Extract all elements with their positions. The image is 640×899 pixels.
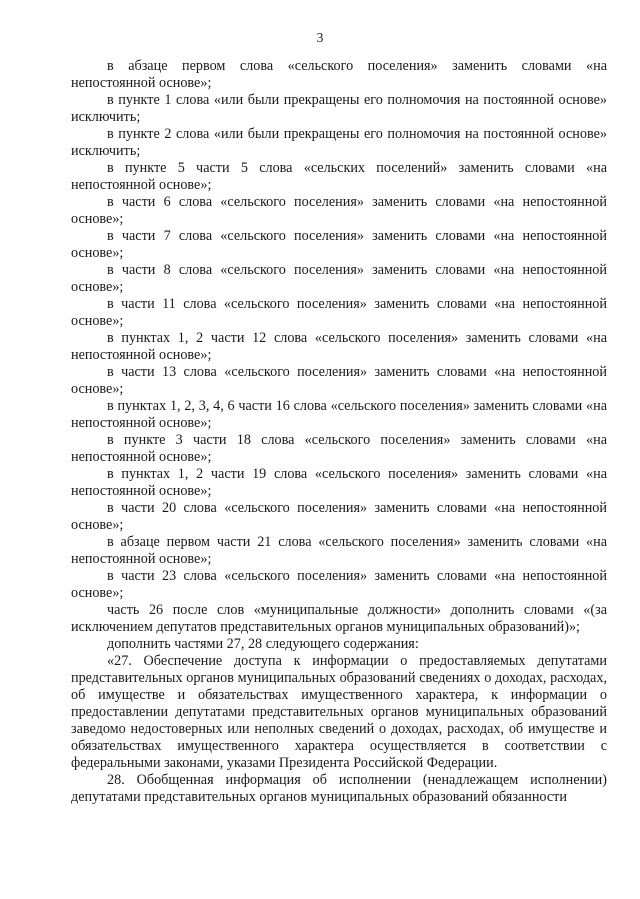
paragraph: в пунктах 1, 2 части 19 слова «сельского поселения» заменить словами «на непостоянной основе»;: [71, 466, 607, 499]
paragraph: в части 11 слова «сельского поселения» заменить словами «на непостоянной основе»;: [71, 296, 607, 329]
paragraph: в пункте 3 части 18 слова «сельского поселения» заменить словами «на непостоянной основе»;: [71, 432, 607, 465]
paragraph: в части 7 слова «сельского поселения» заменить словами «на непостоянной основе»;: [71, 228, 607, 261]
paragraph: в части 13 слова «сельского поселения» заменить словами «на непостоянной основе»;: [71, 364, 607, 397]
document-body: [71, 58, 607, 806]
quoted-paragraph: «27. Обеспечение доступа к информации о предоставляемых депутатами представительных органов муниципальных образований сведениях о доходах, расходах, об имуществе и обязательствах имущественного характера, к информации о предоставлении депутатами представительных органов муниципальных образований заведомо недостоверных или неполных сведений о доходах, расходах, об имуществе и обязательствах имущественного характера осуществляется в соответствии с федеральными законами, указами Президента Российской Федерации.: [71, 653, 607, 771]
paragraph: часть 26 после слов «муниципальные должности» дополнить словами «(за исключением депутатов представительных органов муниципальных образований)»;: [71, 602, 607, 635]
paragraph: в части 23 слова «сельского поселения» заменить словами «на непостоянной основе»;: [71, 568, 607, 601]
paragraph: в части 8 слова «сельского поселения» заменить словами «на непостоянной основе»;: [71, 262, 607, 295]
paragraph: в пунктах 1, 2 части 12 слова «сельского поселения» заменить словами «на непостоянной основе»;: [71, 330, 607, 363]
paragraph: в части 20 слова «сельского поселения» заменить словами «на непостоянной основе»;: [71, 500, 607, 533]
paragraph: в части 6 слова «сельского поселения» заменить словами «на непостоянной основе»;: [71, 194, 607, 227]
paragraph: в пункте 1 слова «или были прекращены его полномочия на постоянной основе» исключить;: [71, 92, 607, 125]
page-number: 3: [316, 30, 324, 45]
paragraph: в абзаце первом слова «сельского поселения» заменить словами «на непостоянной основе»;: [71, 58, 607, 91]
paragraph: в пункте 5 части 5 слова «сельских поселений» заменить словами «на непостоянной основе»;: [71, 160, 607, 193]
paragraph: дополнить частями 27, 28 следующего содержания:: [107, 636, 419, 652]
paragraph: в абзаце первом части 21 слова «сельского поселения» заменить словами «на непостоянной основе»;: [71, 534, 607, 567]
paragraph: в пункте 2 слова «или были прекращены его полномочия на постоянной основе» исключить;: [71, 126, 607, 159]
quoted-paragraph: 28. Обобщенная информация об исполнении (ненадлежащем исполнении) депутатами представительных органов муниципальных образований обязанности: [71, 772, 607, 805]
paragraph: в пунктах 1, 2, 3, 4, 6 части 16 слова «сельского поселения» заменить словами «на непостоянной основе»;: [71, 398, 607, 431]
